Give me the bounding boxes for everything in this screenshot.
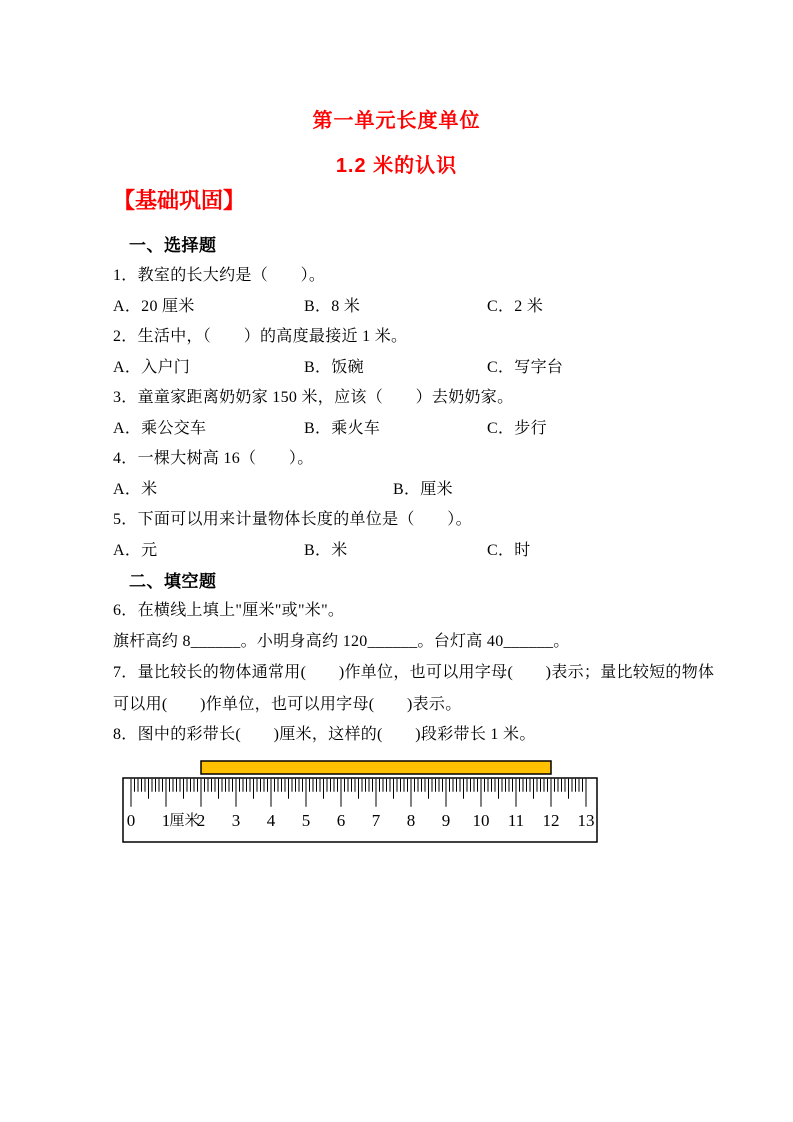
q4-option-a: A．米 [113, 481, 158, 498]
q3-option-a: A．乘公交车 [113, 420, 207, 437]
ribbon-bar [201, 761, 551, 774]
ruler-number: 13 [577, 811, 595, 830]
q2-option-b: B．饭碗 [304, 359, 364, 376]
section-badge: 【基础巩固】 [113, 188, 246, 213]
ruler-number: 2 [196, 811, 206, 830]
unit-title: 第一单元长度单位 [312, 110, 481, 132]
ruler-number: 6 [336, 811, 346, 830]
q6-stem: 6．在横线上填上"厘米"或"米"。 [113, 602, 345, 619]
q5-stem: 5．下面可以用来计量物体长度的单位是（ ）。 [113, 511, 472, 528]
q3-option-c: C．步行 [487, 420, 547, 437]
q3-options [113, 415, 713, 437]
lesson-title: 1.2 米的认识 [335, 155, 458, 177]
ruler-number: 5 [301, 811, 311, 830]
q1-stem: 1．教室的长大约是（ ）。 [113, 267, 326, 284]
ruler-figure [121, 756, 601, 848]
q1-options [113, 293, 713, 315]
q2-option-c: C．写字台 [487, 359, 564, 376]
ruler-number: 7 [371, 811, 381, 830]
q4-stem: 4．一棵大树高 16（ ）。 [113, 450, 314, 467]
ruler-number: 10 [472, 811, 490, 830]
q5-option-c: C．时 [487, 542, 531, 559]
q3-stem: 3．童童家距离奶奶家 150 米，应该（ ）去奶奶家。 [113, 389, 514, 406]
ruler-number: 4 [266, 811, 276, 830]
ruler-number: 1 [161, 811, 171, 830]
q8-stem: 8．图中的彩带长( )厘米，这样的( )段彩带长 1 米。 [113, 726, 536, 743]
q5-option-b: B．米 [304, 542, 348, 559]
q1-option-a: A．20 厘米 [113, 298, 195, 315]
q3-option-b: B．乘火车 [304, 420, 381, 437]
q4-option-b: B．厘米 [393, 481, 453, 498]
q7-line1: 7．量比较长的物体通常用( )作单位，也可以用字母( )表示；量比较短的物体 [113, 664, 715, 681]
part2-heading: 二、填空题 [129, 572, 217, 591]
q5-options [113, 537, 713, 559]
q7-line2: 可以用( )作单位，也可以用字母( )表示。 [113, 696, 462, 713]
ruler-number: 3 [231, 811, 241, 830]
ruler-number: 8 [406, 811, 416, 830]
ruler-unit-label: 厘米 [169, 813, 200, 829]
ruler-svg [121, 756, 601, 848]
q5-option-a: A．元 [113, 542, 158, 559]
ruler-number: 9 [441, 811, 451, 830]
q1-option-b: B．8 米 [304, 298, 361, 315]
ruler-number: 11 [507, 811, 525, 830]
q2-option-a: A．入户门 [113, 359, 191, 376]
ruler-number: 12 [542, 811, 560, 830]
q2-stem: 2．生活中，（ ）的高度最接近 1 米。 [113, 328, 408, 345]
ruler-number: 0 [126, 811, 136, 830]
q6-blanks-line: 旗杆高约 8______。小明身高约 120______。台灯高 40______。 [113, 633, 570, 650]
q1-option-c: C．2 米 [487, 298, 544, 315]
q4-options [113, 476, 713, 498]
q2-options [113, 354, 713, 376]
part1-heading: 一、选择题 [129, 236, 217, 255]
